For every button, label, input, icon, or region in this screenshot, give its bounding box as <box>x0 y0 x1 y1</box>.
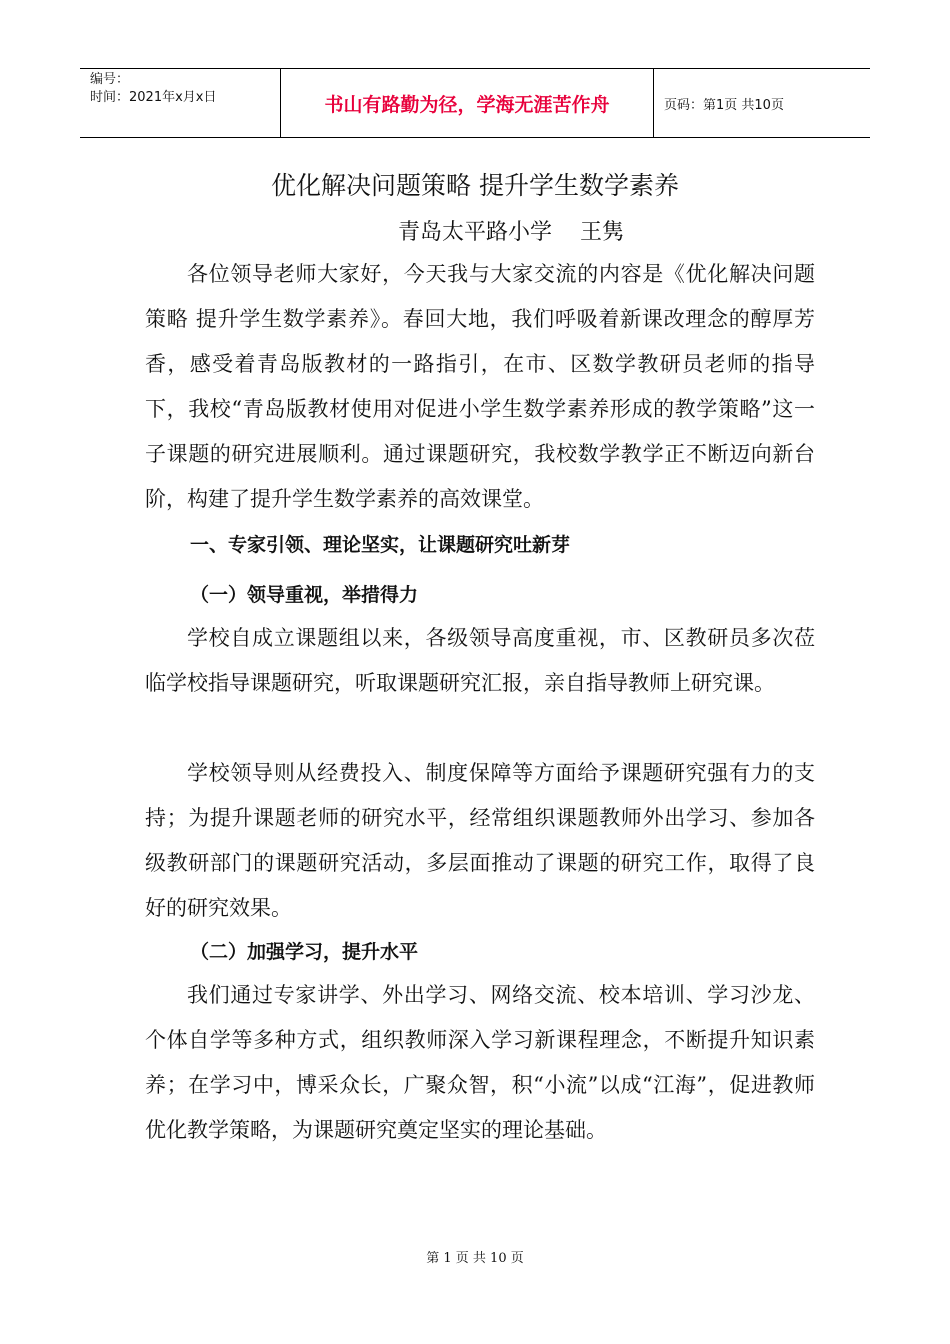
document-title: 优化解决问题策略 提升学生数学素养 <box>271 171 679 200</box>
header-page-info: 页码：第1页 共10页 <box>664 97 784 113</box>
sub2-block-1 <box>145 973 815 1153</box>
number-label: 编号： <box>90 72 130 87</box>
sub2-paragraph-1: 我们通过专家讲学、外出学习、网络交流、校本培训、学习沙龙、个体自学等多种方式，组织教师深入学习新课程理念，不断提升知识素养；在学习中，博采众长，广聚众智，积“小流”以成“江海”，促进教师优化教学策略，为课题研究奠定坚实的理论基础。 <box>145 983 815 1142</box>
header-motto: 书山有路勤为径，学海无涯苦作舟 <box>281 69 654 137</box>
sub1-block-2 <box>145 751 815 931</box>
document-header <box>80 68 870 138</box>
sub1-heading: （一）领导重视，举措得力 <box>190 584 419 606</box>
date-label: 时间：2021年x月x日 <box>90 90 217 105</box>
document-byline: 青岛太平路小学 王隽 <box>398 220 624 245</box>
sub1-block-1 <box>145 616 815 706</box>
section1-heading: 一、专家引领、理论坚实，让课题研究吐新芽 <box>190 534 571 556</box>
page-footer: 第 1 页 共 10 页 <box>426 1251 524 1266</box>
sub1-paragraph-1: 学校自成立课题组以来，各级领导高度重视，市、区教研员多次莅临学校指导课题研究，听取课题研究汇报，亲自指导教师上研究课。 <box>145 626 815 695</box>
sub2-heading: （二）加强学习，提升水平 <box>190 941 419 963</box>
intro-paragraph: 各位领导老师大家好，今天我与大家交流的内容是《优化解决问题策略 提升学生数学素养》。春回大地，我们呼吸着新课改理念的醇厚芳香，感受着青岛版教材的一路指引，在市、区数学教研员老师的指导下，我校“青岛版教材使用对促进小学生数学素养形成的教学策略”这一子课题的研究进展顺利。通过课题研究，我校数学教学正不断迈向新台阶，构建了提升学生数学素养的高效课堂。 <box>145 262 815 511</box>
sub1-paragraph-2: 学校领导则从经费投入、制度保障等方面给予课题研究强有力的支持；为提升课题老师的研究水平，经常组织课题教师外出学习、参加各级教研部门的课题研究活动，多层面推动了课题的研究工作，取得了良好的研究效果。 <box>145 761 815 920</box>
header-meta <box>80 69 281 137</box>
intro-block <box>145 252 815 522</box>
